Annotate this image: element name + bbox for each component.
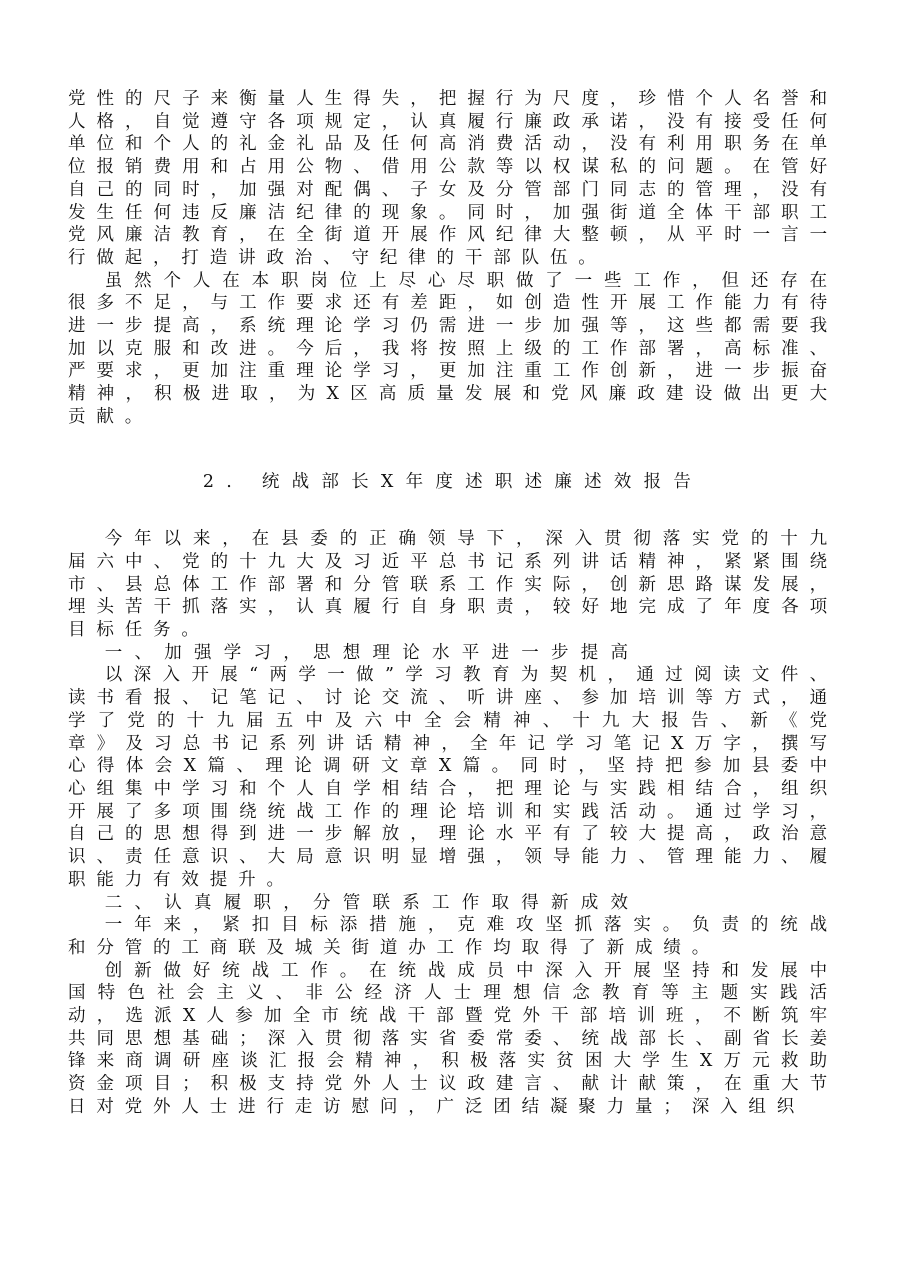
paragraph-duties: 一年来，紧扣目标添措施，克难攻坚抓落实。负责的统战和分管的工商联及城关街道办工作均取得了新成绩。 [68,915,838,958]
section-heading-duties: 二、认真履职，分管联系工作取得新成效 [104,892,641,913]
section-heading-study: 一、加强学习，思想理论水平进一步提高 [104,642,641,663]
paragraph-intro: 今年以来，在县委的正确领导下，深入贯彻落实党的十九届六中、党的十九大及习近平总书记系列讲话精神，紧紧围绕市、县总体工作部署和分管联系工作实际，创新思路谋发展，埋头苦干抓落实，认真履行自身职责，较好地完成了年度各项目标任务。 [68,529,838,641]
paragraph-united-front: 创新做好统战工作。在统战成员中深入开展坚持和发展中国特色社会主义、非公经济人士理想信念教育等主题实践活动，选派X人参加全市统战干部暨党外干部培训班，不断筑牢共同思想基础；深入贯彻落实省委常委、统战部长、副省长姜锋来商调研座谈汇报会精神，积极落实贫困大学生X万元救助资金项目；积极支持党外人士议政建言、献计献策，在重大节日对党外人士进行走访慰问，广泛团结凝聚力量；深入组织 [68,960,838,1117]
paragraph-study: 以深入开展“两学一做”学习教育为契机，通过阅读文件、读书看报、记笔记、讨论交流、听讲座、参加培训等方式，通学了党的十九届五中及六中全会精神、十九大报告、新《党章》及习总书记系列讲话精神，全年记学习笔记X万字，撰写心得体会X篇、理论调研文章X篇。同时，坚持把参加县委中心组集中学习和个人自学相结合，把理论与实践相结合，组织开展了多项围绕统战工作的理论培训和实践活动。通过学习，自己的思想得到进一步解放，理论水平有了较大提高，政治意识、责任意识、大局意识明显增强，领导能力、管理能力、履职能力有效提升。 [68,665,838,890]
paragraph-integrity: 党性的尺子来衡量人生得失，把握行为尺度，珍惜个人名誉和人格，自觉遵守各项规定，认真履行廉政承诺，没有接受任何单位和个人的礼金礼品及任何高消费活动，没有利用职务在单位报销费用和占用公物、借用公款等以权谋私的问题。在管好自己的同时，加强对配偶、子女及分管部门同志的管理，没有发生任何违反廉洁纪律的现象。同时，加强街道全体干部职工党风廉洁教育，在全街道开展作风纪律大整顿，从平时一言一行做起，打造讲政治、守纪律的干部队伍。 [68,89,838,268]
report-title: 2. 统战部长X年度述职述廉述效报告 [202,471,704,492]
document-page [68,88,838,1119]
paragraph-shortcomings: 虽然个人在本职岗位上尽心尽职做了一些工作，但还存在很多不足，与工作要求还有差距，如创造性开展工作能力有待进一步提高，系统理论学习仍需进一步加强等，这些都需要我加以克服和改进。今后，我将按照上级的工作部署，高标准、严要求，更加注重理论学习，更加注重工作创新，进一步振奋精神，积极进取，为X区高质量发展和党风廉政建设做出更大贡献。 [68,270,838,427]
